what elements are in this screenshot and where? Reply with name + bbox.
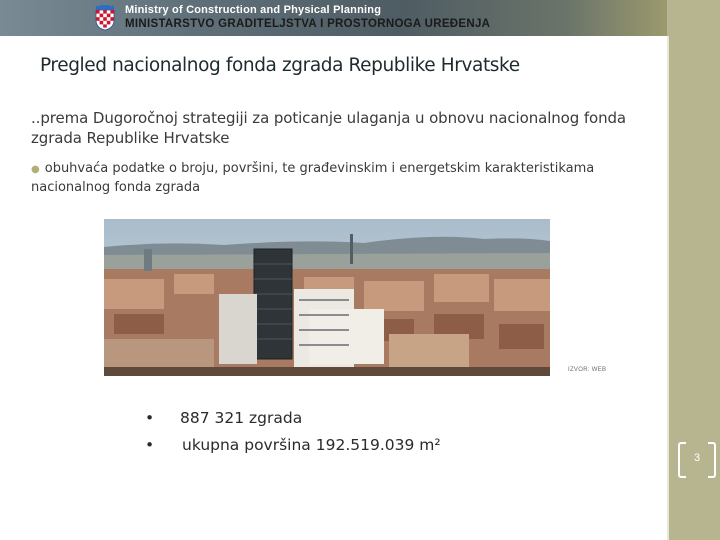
stat-text: 887 321 zgrada (180, 409, 303, 427)
page-number: 3 (693, 452, 701, 464)
stat-bullet-icon: • (145, 436, 155, 454)
slide-title: Pregled nacionalnog fonda zgrada Republike Hrvatske (40, 55, 520, 76)
lead-paragraph: ..prema Dugoročnoj strategiji za poticanje ulaganja u obnovu nacionalnog fonda zgrada Republike Hrvatske (31, 109, 627, 147)
stat-bullet-icon: • (145, 409, 155, 427)
croatian-coat-of-arms-icon (95, 5, 115, 31)
stat-text: ukupna površina 192.519.039 m² (182, 436, 441, 454)
ministry-name-croatian: MINISTARSTVO GRADITELJSTVA I PROSTORNOGA UREĐENJA (125, 18, 491, 30)
right-accent-divider (667, 36, 669, 540)
photo-source-caption: IZVOR: WEB (568, 367, 607, 373)
city-skyline-photo (104, 219, 550, 376)
bullet-dot-icon: ● (31, 164, 40, 175)
sub-bullet-text: obuhvaća podatke o broju, površini, te građevinskim i energetskim karakteristikama nacionalnog fonda zgrada (31, 161, 595, 195)
page-number-badge (678, 442, 716, 476)
ministry-name-english: Ministry of Construction and Physical Planning (125, 4, 382, 16)
sub-bullet (31, 160, 671, 197)
